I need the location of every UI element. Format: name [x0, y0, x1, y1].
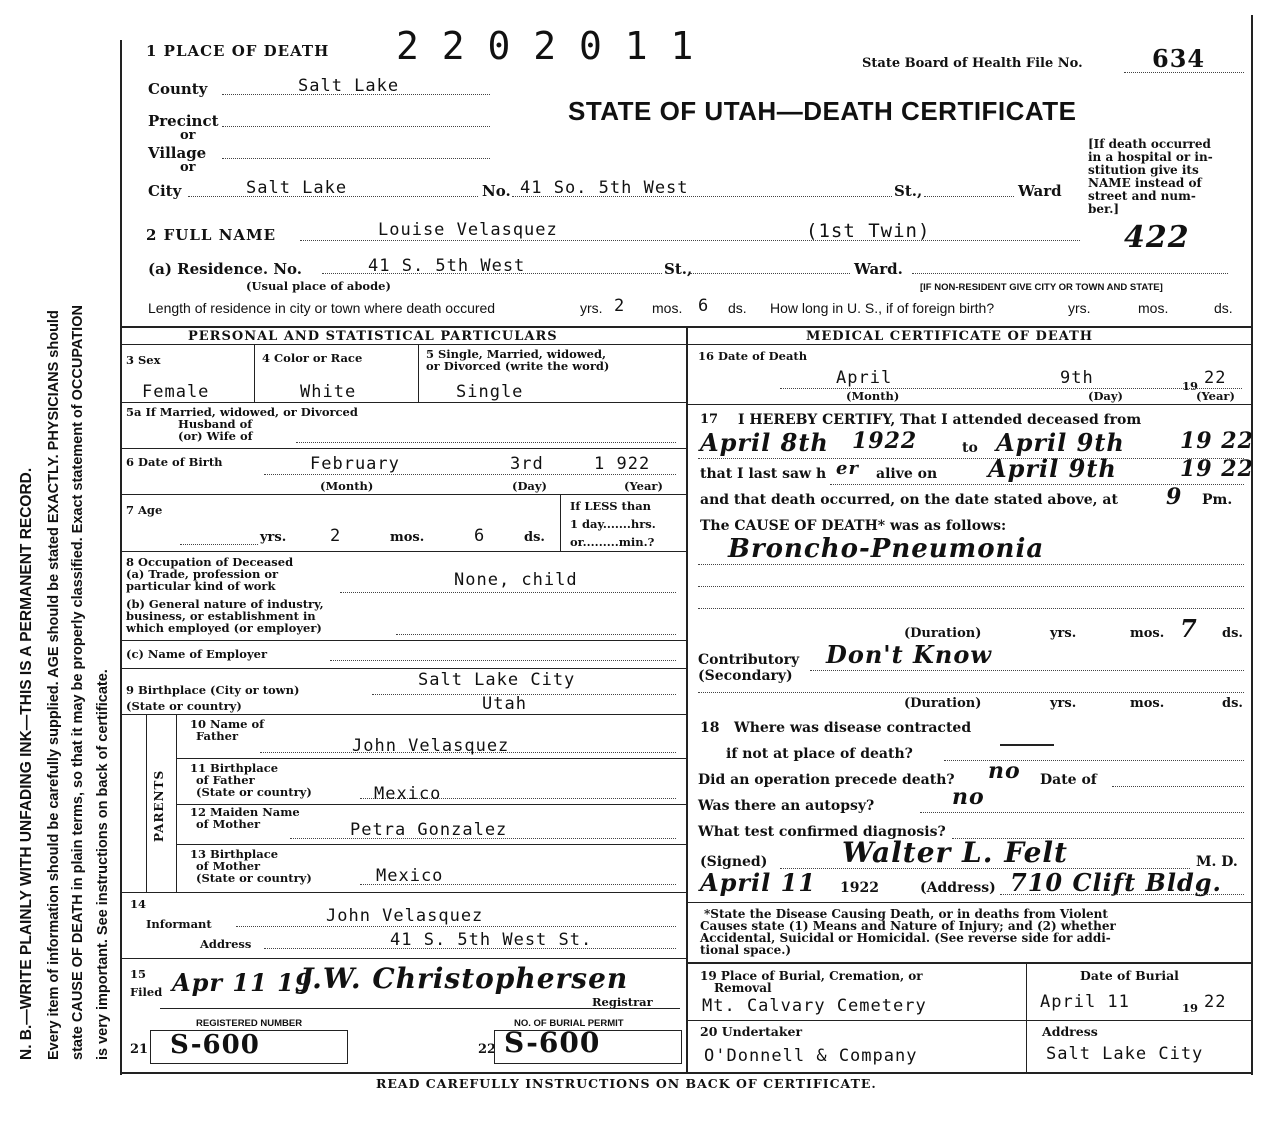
- dob-year: 1 922: [594, 454, 651, 474]
- father-label-1: 10 Name of: [190, 717, 265, 731]
- hospital-note: [If death occurred in a hospital or in- stitution give its NAME instead of street and num- ber.]: [1088, 137, 1213, 216]
- attended-to-label: to: [962, 440, 978, 456]
- footnote-3: Accidental, Suicidal or Homicidal. (See reverse side for addi-: [700, 931, 1111, 945]
- contributory-line-2: [698, 692, 1244, 693]
- parents-box-left: [146, 714, 147, 892]
- duration2-label: (Duration): [904, 696, 982, 711]
- mother-label-2: of Mother: [196, 817, 261, 831]
- dob-month: February: [310, 454, 400, 474]
- dod-day: 9th: [1060, 368, 1094, 388]
- side-note-cause: state CAUSE OF DEATH in plain terms, so that it may be properly classified. Exact statement of OCCUPATION: [70, 305, 86, 1060]
- footnote-1: *State the Disease Causing Death, or in deaths from Violent: [704, 907, 1108, 921]
- duration-mos-value: 7: [1180, 614, 1198, 643]
- ward-line: [924, 196, 1014, 197]
- father-birthplace-1: 11 Birthplace: [190, 761, 279, 775]
- mother-value: Petra Gonzalez: [350, 820, 508, 840]
- state-board-label: State Board of Health File No.: [862, 56, 1083, 71]
- operation-label: Did an operation precede death?: [698, 772, 955, 788]
- village-label: Village: [148, 144, 207, 162]
- length-of-residence-label: Length of residence in city or town where death occured: [148, 300, 496, 316]
- age-ds-label: ds.: [524, 530, 545, 545]
- occupation-label-3: particular kind of work: [126, 579, 276, 593]
- duration-yrs-label: yrs.: [1050, 626, 1077, 641]
- attended-line: [698, 458, 1244, 459]
- filed-number: 15: [130, 967, 147, 981]
- informant-address-label: Address: [200, 937, 252, 951]
- where-label: Where was disease contracted: [734, 720, 972, 736]
- dod-month: April: [836, 368, 893, 388]
- industry-label-3: which employed (or employer): [126, 621, 322, 635]
- filed-line: [160, 1008, 680, 1009]
- operation-date-line: [1112, 786, 1244, 787]
- dob-month-caption: (Month): [320, 479, 374, 493]
- registered-number-field: 21: [130, 1042, 149, 1057]
- signature-address: 710 Clift Bldg.: [1010, 868, 1222, 897]
- contributory-line-1: [810, 670, 1244, 671]
- mother-birthplace-2: of Mother: [196, 859, 261, 873]
- undertaker-value: O'Donnell & Company: [704, 1046, 918, 1066]
- age-mos-label: mos.: [390, 530, 425, 545]
- birthplace-state-label: (State or country): [126, 699, 242, 713]
- undertaker-address-label: Address: [1042, 1024, 1098, 1039]
- registrar-signature: J.W. Christophersen: [300, 962, 629, 995]
- where-number: 18: [700, 720, 720, 736]
- side-note-information: Every item of information should be carefully supplied. AGE should be stated EXACTLY. PHYSICIANS should: [46, 310, 62, 1060]
- burial-year-prefix: 19: [1182, 1001, 1199, 1015]
- burial-row-line: [686, 1020, 1251, 1021]
- attended-to-year: 19 22: [1180, 428, 1254, 454]
- length-mos-value: 6: [698, 296, 710, 316]
- parents-box-right: [176, 714, 177, 892]
- industry-line: [396, 634, 676, 635]
- occurred-text: and that death occurred, on the date stated above, at: [700, 492, 1118, 508]
- attended-from: April 8th: [700, 428, 829, 457]
- sex-color-divider: [254, 345, 255, 402]
- attended-to: April 9th: [996, 428, 1125, 457]
- residence-value: 41 S. 5th West: [368, 256, 526, 276]
- state-file-number: 634: [1152, 44, 1206, 73]
- informant-number: 14: [130, 897, 147, 911]
- not-place-dash: [1000, 744, 1054, 746]
- occupation-value: None, child: [454, 570, 578, 590]
- foreign-birth-label: How long in U. S., if of foreign birth?: [770, 300, 995, 316]
- last-saw-year: 19 22: [1180, 456, 1254, 482]
- foreign-mos-label: mos.: [1138, 300, 1169, 316]
- age-label: 7 Age: [126, 503, 163, 517]
- row-age-line: [120, 551, 686, 552]
- not-place-label: if not at place of death?: [726, 746, 913, 762]
- employer-label: (c) Name of Employer: [126, 647, 268, 661]
- cause-line-2: [698, 586, 1244, 587]
- registered-number-label: REGISTERED NUMBER: [196, 1018, 303, 1029]
- row-birthplace-line: [120, 714, 686, 715]
- personal-header: PERSONAL AND STATISTICAL PARTICULARS: [188, 329, 558, 344]
- operation-date-label: Date of: [1040, 772, 1097, 788]
- contributory-value: Don't Know: [826, 640, 993, 669]
- burial-place-value: Mt. Calvary Cemetery: [702, 996, 927, 1016]
- date-of-death-label: 16 Date of Death: [698, 349, 808, 363]
- age-less-divider: [560, 495, 561, 551]
- nonresident-note: [IF NON-RESIDENT GIVE CITY OR TOWN AND STATE]: [920, 282, 1163, 293]
- residence-ward-label: Ward.: [854, 260, 903, 278]
- father-birthplace-value: Mexico: [374, 784, 442, 804]
- birthplace-state: Utah: [482, 694, 527, 714]
- duration-label: (Duration): [904, 626, 982, 641]
- father-birthplace-3: (State or country): [196, 785, 312, 799]
- certificate-title: STATE OF UTAH—DEATH CERTIFICATE: [568, 96, 1077, 126]
- certify-number: 17: [700, 412, 719, 427]
- spouse-label-2: Husband of: [178, 417, 253, 431]
- burial-divider: [1026, 962, 1027, 1072]
- informant-value: John Velasquez: [326, 906, 484, 926]
- place-of-death-label: 1 PLACE OF DEATH: [146, 42, 330, 60]
- signed-date: April 11: [700, 868, 817, 897]
- or-label-2: or: [180, 160, 196, 175]
- signed-year: 1922: [840, 880, 879, 896]
- cause-value: Broncho-Pneumonia: [728, 534, 1045, 564]
- age-yrs-line: [180, 544, 258, 545]
- burial-permit-label: NO. OF BURIAL PERMIT: [514, 1018, 624, 1029]
- cause-line-1: [698, 564, 1244, 565]
- secondary-label: (Secondary): [698, 668, 793, 684]
- street-st-label: St.,: [894, 182, 923, 200]
- signed-row-line: [686, 902, 1251, 903]
- length-mos-label: mos.: [652, 300, 683, 316]
- ward-label: Ward: [1018, 182, 1062, 200]
- form-left-border: [120, 40, 122, 1075]
- certify-text: I HEREBY CERTIFY, That I attended deceased from: [738, 412, 1142, 428]
- occupation-line: [340, 592, 676, 593]
- father-label-2: Father: [196, 729, 239, 743]
- autopsy-line: [920, 812, 1244, 813]
- medical-header: MEDICAL CERTIFICATE OF DEATH: [806, 329, 1094, 344]
- medical-header-line: [686, 344, 1251, 345]
- cause-line-3: [698, 608, 1244, 609]
- occurred-pm: Pm.: [1202, 492, 1233, 508]
- city-label: City: [148, 182, 182, 200]
- county-value: Salt Lake: [298, 76, 400, 96]
- industry-label-2: business, or establishment in: [126, 609, 316, 623]
- spouse-label-3: (or) Wife of: [178, 429, 253, 443]
- burial-permit-field: 22: [478, 1042, 497, 1057]
- filed-date: Apr 11 19: [172, 968, 313, 997]
- footnote-row-line: [686, 962, 1251, 964]
- dod-row-line: [686, 404, 1251, 405]
- age-yrs-label: yrs.: [260, 530, 287, 545]
- occupation-label-1: 8 Occupation of Deceased: [126, 555, 294, 569]
- precinct-label: Precinct: [148, 112, 219, 130]
- row-employer-line: [120, 668, 686, 669]
- mother-birthplace-3: (State or country): [196, 871, 312, 885]
- color-marital-divider: [418, 345, 419, 402]
- operation-value: no: [988, 758, 1021, 784]
- row-sex-line: [120, 402, 686, 403]
- footnote-2: Causes state (1) Means and Nature of Injury; and (2) whether: [700, 919, 1116, 933]
- footnote-4: tional space.): [700, 943, 792, 957]
- length-yrs-label: yrs.: [580, 300, 603, 316]
- residence-label: (a) Residence. No.: [148, 260, 303, 278]
- registrar-label: Registrar: [592, 995, 653, 1009]
- footer-instructions: READ CAREFULLY INSTRUCTIONS ON BACK OF CERTIFICATE.: [376, 1076, 877, 1091]
- parents-label: PARENTS: [152, 769, 166, 842]
- village-line: [222, 158, 490, 159]
- informant-line: [236, 926, 676, 927]
- signature-address-label: (Address): [920, 880, 996, 896]
- mother-birthplace-1: 13 Birthplace: [190, 847, 279, 861]
- burial-date-label: Date of Burial: [1080, 968, 1179, 983]
- burial-permit-value: S-600: [504, 1026, 601, 1059]
- last-saw-date: April 9th: [988, 454, 1117, 483]
- age-yrs-value: 2: [330, 526, 342, 546]
- row-mother-bp-line: [120, 892, 686, 893]
- duration2-ds-label: ds.: [1222, 696, 1243, 711]
- less-than-1: If LESS than: [570, 499, 652, 513]
- street-value: 41 So. 5th West: [520, 178, 689, 198]
- full-name-line: [300, 240, 1080, 241]
- color-value: White: [300, 382, 357, 402]
- employer-line: [330, 660, 676, 661]
- length-ds-label: ds.: [728, 300, 747, 316]
- burial-place-label-1: 19 Place of Burial, Cremation, or: [700, 969, 923, 983]
- less-than-2: 1 day.......hrs.: [570, 517, 656, 531]
- birthplace-label: 9 Birthplace (City or town): [126, 683, 300, 697]
- signed-signature: Walter L. Felt: [842, 836, 1068, 869]
- foreign-yrs-label: yrs.: [1068, 300, 1091, 316]
- full-name-label: 2 FULL NAME: [146, 226, 277, 244]
- marital-label-2: or Divorced (write the word): [426, 359, 610, 373]
- undertaker-label: 20 Undertaker: [700, 1024, 803, 1039]
- sex-label: 3 Sex: [126, 353, 161, 367]
- dob-day: 3rd: [510, 454, 544, 474]
- birthplace-city: Salt Lake City: [418, 670, 576, 690]
- attended-from-year: 1922: [852, 428, 918, 454]
- dod-year-caption: (Year): [1196, 389, 1235, 403]
- marital-value: Single: [456, 382, 524, 402]
- duration2-mos-label: mos.: [1130, 696, 1165, 711]
- mother-birthplace-value: Mexico: [376, 866, 444, 886]
- residence-st-label: St.,: [664, 260, 693, 278]
- burial-place-label-2: Removal: [714, 981, 772, 995]
- residence-ward-line: [690, 273, 850, 274]
- row-industry-line: [120, 640, 686, 641]
- contributory-label: Contributory: [698, 652, 800, 668]
- alive-on-label: alive on: [876, 466, 938, 482]
- row-spouse-line: [120, 448, 686, 449]
- dob-line: [264, 474, 676, 475]
- occupation-label-2: (a) Trade, profession or: [126, 567, 279, 581]
- form-bottom-border: [120, 1072, 1251, 1074]
- city-value: Salt Lake: [246, 178, 348, 198]
- personal-header-line: [120, 344, 686, 345]
- twin-note: (1st Twin): [806, 220, 931, 242]
- burial-year: 22: [1204, 992, 1227, 1012]
- handwritten-code: 422: [1124, 220, 1190, 255]
- length-yrs-value: 2: [614, 296, 626, 316]
- or-label-1: or: [180, 128, 196, 143]
- cause-label: The CAUSE OF DEATH* was as follows:: [700, 518, 1007, 534]
- row-informant-line: [120, 958, 686, 959]
- mother-label-1: 12 Maiden Name: [190, 805, 300, 819]
- signed-label: (Signed): [700, 854, 768, 870]
- side-note-permanent-record: N. B.—WRITE PLAINLY WITH UNFADING INK—THIS IS A PERMANENT RECORD.: [18, 467, 35, 1060]
- age-mos-value: 6: [474, 526, 486, 546]
- sig-address-line: [1000, 894, 1244, 895]
- marital-label-1: 5 Single, Married, widowed,: [426, 347, 607, 361]
- dob-year-caption: (Year): [624, 479, 663, 493]
- autopsy-value: no: [952, 784, 985, 810]
- section-divider: [686, 326, 688, 1072]
- spouse-label-1: 5a If Married, widowed, or Divorced: [126, 405, 358, 419]
- dod-year: 22: [1204, 368, 1227, 388]
- burial-date: April 11: [1040, 992, 1130, 1012]
- informant-address: 41 S. 5th West St.: [390, 930, 593, 950]
- row-mother-line: [176, 844, 686, 845]
- informant-label: Informant: [146, 917, 212, 931]
- md-label: M. D.: [1196, 854, 1238, 870]
- duration-ds-label: ds.: [1222, 626, 1243, 641]
- undertaker-address: Salt Lake City: [1046, 1044, 1204, 1064]
- row-father-line: [176, 758, 686, 759]
- full-name-value: Louise Velasquez: [378, 220, 558, 240]
- last-saw-text: that I last saw h: [700, 466, 827, 482]
- dod-year-prefix: 19: [1182, 379, 1199, 393]
- stamp-number: 2 2 0 2 0 1 1: [396, 24, 694, 68]
- row-dob-line: [120, 494, 686, 495]
- precinct-line: [222, 126, 490, 127]
- filed-label: Filed: [130, 985, 163, 999]
- dob-day-caption: (Day): [512, 479, 547, 493]
- father-birthplace-2: of Father: [196, 773, 255, 787]
- side-note-instructions: is very important. See instructions on back of certificate.: [95, 669, 111, 1060]
- less-than-3: or.........min.?: [570, 535, 655, 549]
- dob-label: 6 Date of Birth: [126, 455, 223, 469]
- foreign-ds-label: ds.: [1214, 300, 1233, 316]
- form-right-border: [1251, 15, 1253, 1075]
- test-label: What test confirmed diagnosis?: [698, 824, 946, 840]
- duration-mos-label: mos.: [1130, 626, 1165, 641]
- dod-month-caption: (Month): [846, 389, 900, 403]
- occurred-time: 9: [1166, 484, 1183, 510]
- street-no-label: No.: [482, 182, 511, 200]
- last-saw-pronoun: er: [836, 458, 859, 479]
- industry-label-1: (b) General nature of industry,: [126, 597, 324, 611]
- dod-day-caption: (Day): [1088, 389, 1123, 403]
- spouse-line: [296, 442, 676, 443]
- county-label: County: [148, 80, 208, 98]
- usual-abode-label: (Usual place of abode): [246, 279, 391, 293]
- color-label: 4 Color or Race: [262, 351, 363, 365]
- sex-value: Female: [142, 382, 210, 402]
- duration2-yrs-label: yrs.: [1050, 696, 1077, 711]
- registered-number-value: S-600: [170, 1030, 260, 1060]
- father-value: John Velasquez: [352, 736, 510, 756]
- nonresident-line: [912, 273, 1228, 274]
- autopsy-label: Was there an autopsy?: [698, 798, 875, 814]
